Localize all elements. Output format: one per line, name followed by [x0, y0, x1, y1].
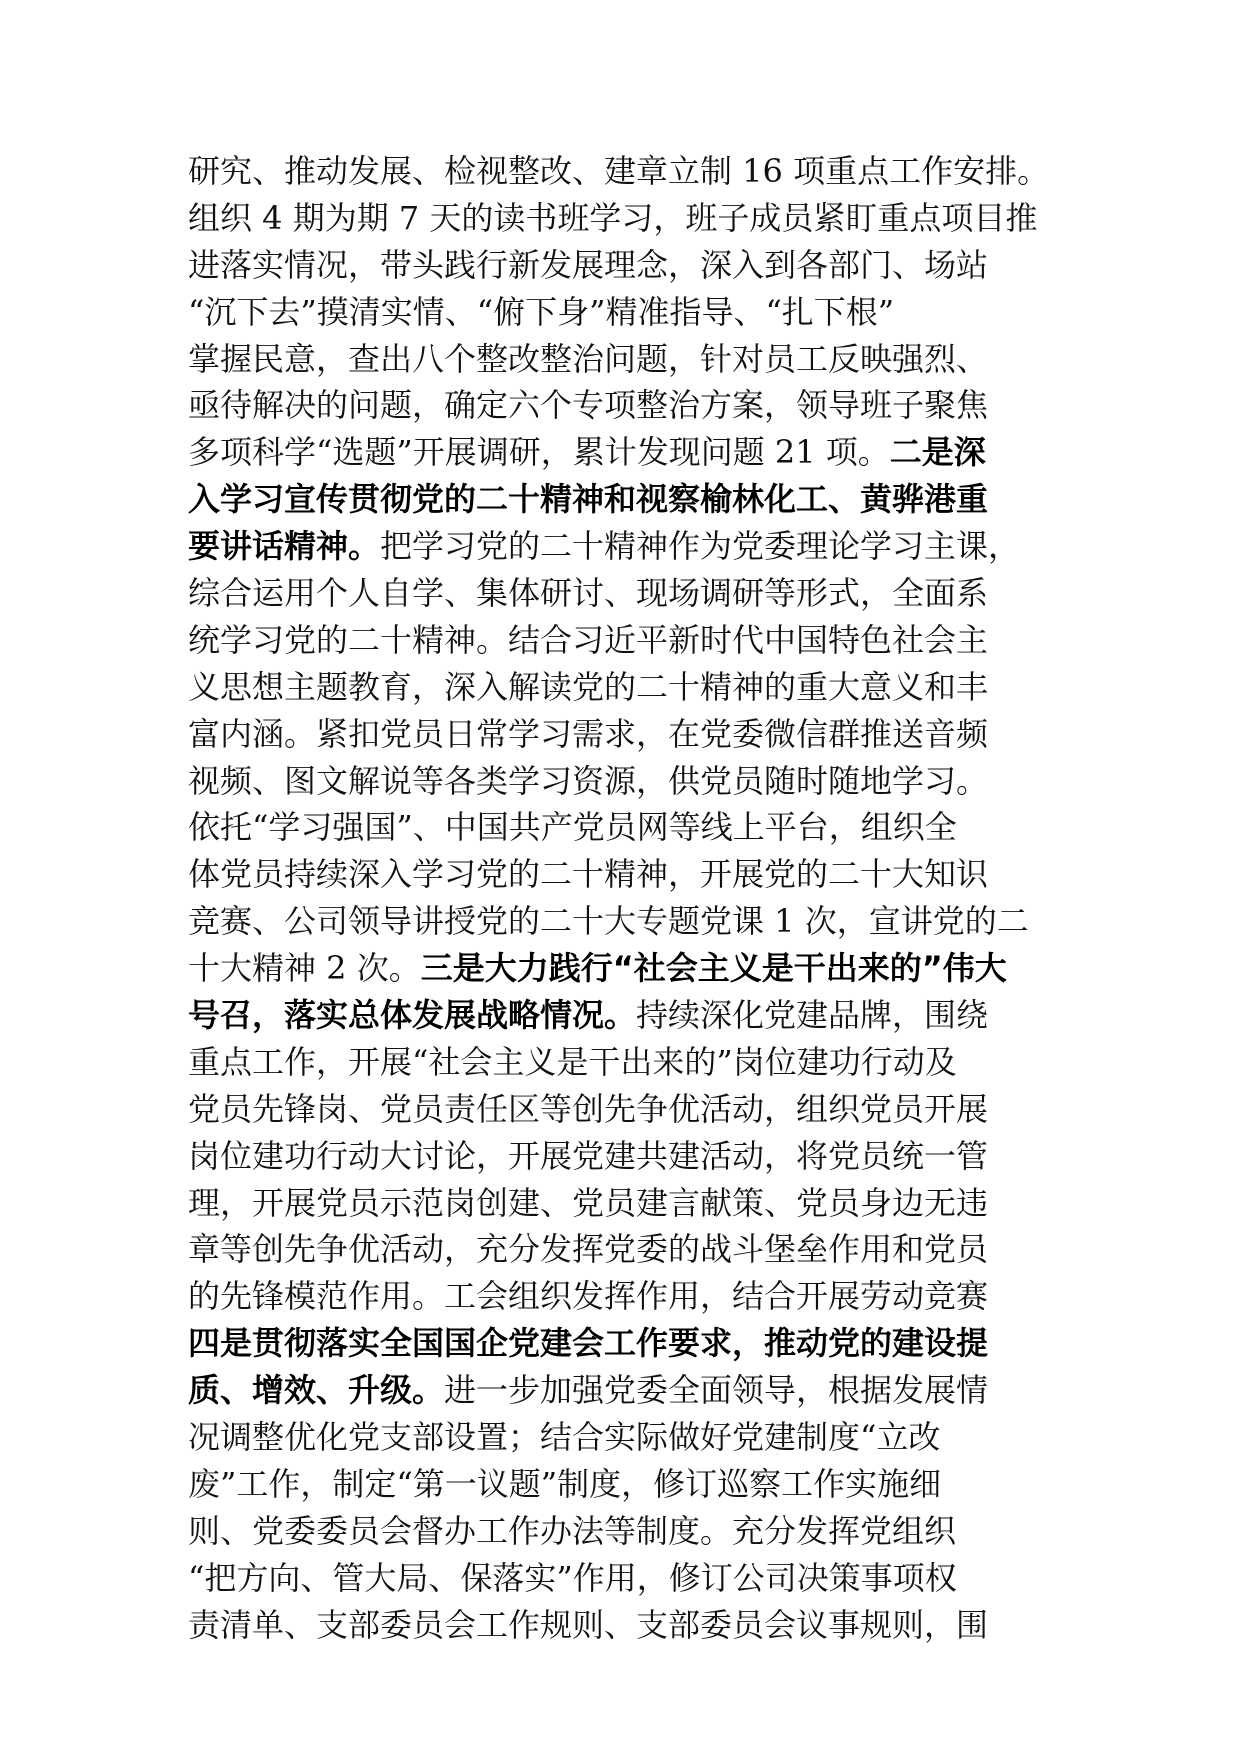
- body-text-span: “沉下去”摸清实情、“俯下身”精准指导、“扎下根”: [188, 292, 895, 331]
- body-text-span: 体党员持续深入学习党的二十精神，开展党的二十大知识: [188, 855, 989, 894]
- text-line: [188, 664, 1068, 711]
- body-text-span: 多项科学“选题”开展调研，累计发现问题 21 项。: [188, 433, 890, 472]
- body-text-span: 重点工作，开展“社会主义是干出来的”岗位建功行动及: [188, 1042, 957, 1081]
- text-line: [188, 382, 1068, 429]
- body-text-span: 十大精神 2 次。: [188, 949, 421, 988]
- text-line: [188, 804, 1068, 851]
- text-line: [188, 617, 1068, 664]
- body-text-span: 研究、推动发展、检视整改、建章立制 16 项重点工作安排。: [188, 152, 1050, 190]
- text-line: [188, 1180, 1068, 1227]
- body-text-span: 竞赛、公司领导讲授党的二十大专题党课 1 次，宣讲党的二: [188, 902, 1029, 941]
- bold-heading-text: 质、增效、升级。: [188, 1371, 445, 1410]
- text-line: [188, 1086, 1068, 1133]
- body-text-span: 进落实情况，带头践行新发展理念，深入到各部门、场站: [188, 245, 989, 284]
- body-text-span: 况调整优化党支部设置；结合实际做好党建制度“立改: [188, 1418, 941, 1457]
- text-line: [188, 1367, 1068, 1414]
- body-text-span: 把学习党的二十精神作为党委理论学习主课，: [380, 527, 1021, 566]
- bold-heading-text: 三是大力践行“社会主义是干出来的”伟大: [420, 949, 1007, 988]
- bold-heading-text: 要讲话精神。: [188, 527, 381, 566]
- body-text-span: 章等创先争优活动，充分发挥党委的战斗堡垒作用和党员: [188, 1230, 989, 1269]
- bold-heading-text: 入学习宣传贯彻党的二十精神和视察榆林化工、黄骅港重: [188, 480, 989, 519]
- text-line: [188, 523, 1068, 570]
- text-line: [188, 195, 1068, 242]
- text-line: [188, 945, 1068, 992]
- body-text-span: 理，开展党员示范岗创建、党员建言献策、党员身边无违: [188, 1183, 989, 1222]
- text-line: [188, 1273, 1068, 1320]
- text-line: [188, 148, 1068, 195]
- body-text-span: 掌握民意，查出八个整改整治问题，针对员工反映强烈、: [188, 339, 989, 378]
- text-line: [188, 1039, 1068, 1086]
- body-text-span: 组织 4 期为期 7 天的读书班学习，班子成员紧盯重点项目推: [188, 198, 1038, 237]
- body-text-span: 则、党委委员会督办工作办法等制度。充分发挥党组织: [188, 1511, 957, 1550]
- body-text-span: 岗位建功行动大讨论，开展党建共建活动，将党员统一管: [188, 1136, 989, 1175]
- body-text-span: 统学习党的二十精神。结合习近平新时代中国特色社会主: [188, 620, 989, 659]
- text-line: [188, 898, 1068, 945]
- text-line: [188, 992, 1068, 1039]
- bold-heading-text: 二是深: [889, 433, 986, 472]
- text-line: [188, 476, 1068, 523]
- body-text-span: 废”工作，制定“第一议题”制度，修订巡察工作实施细: [188, 1464, 942, 1503]
- body-text-span: 视频、图文解说等各类学习资源，供党员随时随地学习。: [188, 761, 989, 800]
- body-text-span: 党员先锋岗、党员责任区等创先争优活动，组织党员开展: [188, 1089, 989, 1128]
- text-line: [188, 1508, 1068, 1555]
- text-line: [188, 1320, 1068, 1367]
- body-text-span: 持续深化党建品牌，围绕: [636, 996, 989, 1035]
- text-line: [188, 851, 1068, 898]
- body-text-span: 富内涵。紧扣党员日常学习需求，在党委微信群推送音频: [188, 714, 989, 753]
- text-line: [188, 1133, 1068, 1180]
- body-text-span: “把方向、管大局、保落实”作用，修订公司决策事项权: [188, 1558, 957, 1597]
- text-line: [188, 336, 1068, 383]
- body-text-span: 责清单、支部委员会工作规则、支部委员会议事规则，围: [188, 1605, 989, 1644]
- body-text-span: 综合运用个人自学、集体研讨、现场调研等形式，全面系: [188, 574, 989, 613]
- text-line: [188, 1414, 1068, 1461]
- body-text-span: 亟待解决的问题，确定六个专项整治方案，领导班子聚焦: [188, 386, 989, 425]
- text-line: [188, 289, 1068, 336]
- text-line: [188, 711, 1068, 758]
- text-line: [188, 242, 1068, 289]
- body-text: [188, 148, 1068, 1649]
- bold-heading-text: 四是贯彻落实全国国企党建会工作要求，推动党的建设提: [188, 1324, 989, 1363]
- text-line: [188, 758, 1068, 805]
- text-line: [188, 1226, 1068, 1273]
- text-line: [188, 1602, 1068, 1649]
- text-line: [188, 429, 1068, 476]
- text-line: [188, 570, 1068, 617]
- text-line: [188, 1555, 1068, 1602]
- bold-heading-text: 号召，落实总体发展战略情况。: [188, 996, 637, 1035]
- body-text-span: 依托“学习强国”、中国共产党员网等线上平台，组织全: [188, 808, 957, 847]
- body-text-span: 义思想主题教育，深入解读党的二十精神的重大意义和丰: [188, 667, 989, 706]
- text-line: [188, 1461, 1068, 1508]
- body-text-span: 进一步加强党委全面领导，根据发展情: [444, 1371, 989, 1410]
- body-text-span: 的先锋模范作用。工会组织发挥作用，结合开展劳动竞赛: [188, 1277, 989, 1316]
